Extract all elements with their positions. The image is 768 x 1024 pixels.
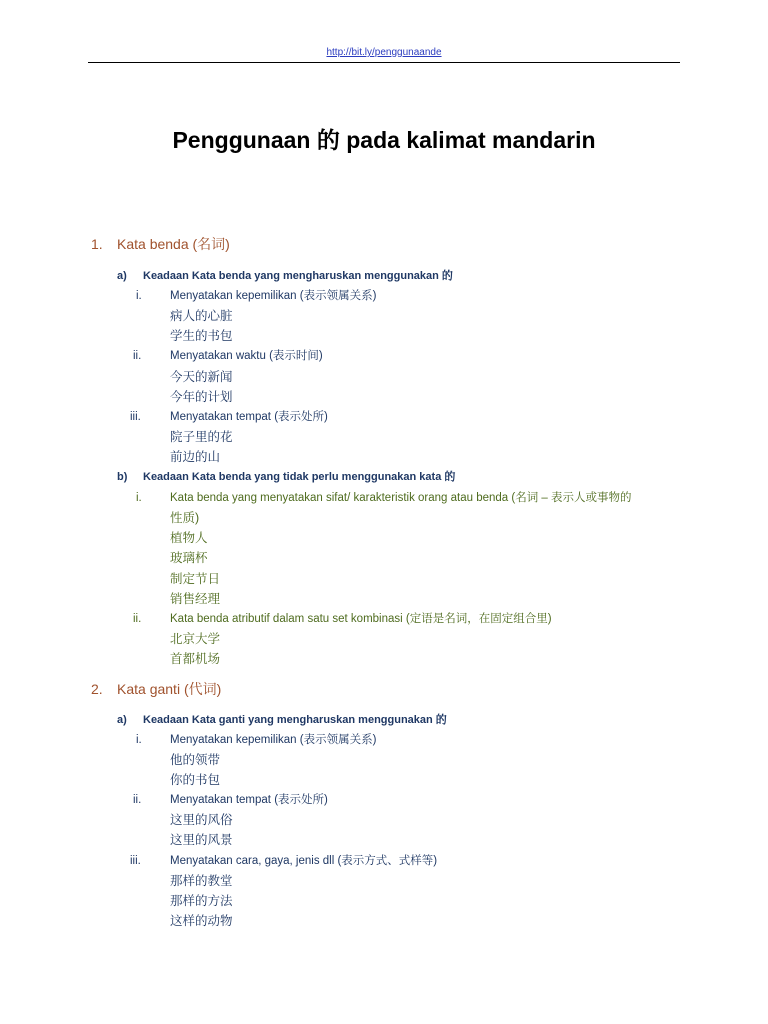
item-marker: ii. xyxy=(133,794,142,806)
example: 他的领带 xyxy=(170,753,221,767)
example: 学生的书包 xyxy=(170,329,233,343)
subsection-heading: Keadaan Kata ganti yang mengharuskan menggunakan 的 xyxy=(143,714,447,726)
item-text: Menyatakan tempat (表示处所) xyxy=(170,794,328,806)
example: 玻璃杯 xyxy=(170,551,208,565)
item-text: Menyatakan waktu (表示时间) xyxy=(170,350,323,362)
example: 首都机场 xyxy=(170,652,221,666)
example: 北京大学 xyxy=(170,632,221,646)
subsection-heading: Keadaan Kata benda yang mengharuskan menggunakan 的 xyxy=(143,270,453,282)
item-marker: i. xyxy=(136,492,142,504)
example: 那样的教堂 xyxy=(170,874,233,888)
section-heading: Kata ganti (代词) xyxy=(117,681,222,697)
item-text-continued: 性质) xyxy=(170,511,200,525)
example: 院子里的花 xyxy=(170,430,233,444)
item-text: Menyatakan kepemilikan (表示领属关系) xyxy=(170,734,377,746)
example: 制定节日 xyxy=(170,572,221,586)
section-number: 1. xyxy=(91,236,103,252)
subsection-marker: a) xyxy=(117,270,127,282)
example: 销售经理 xyxy=(170,592,221,606)
item-text: Kata benda yang menyatakan sifat/ karakteristik orang atau benda (名词 – 表示人或事物的 xyxy=(170,492,632,504)
item-text: Kata benda atributif dalam satu set kombinasi (定语是名词，在固定组合里) xyxy=(170,613,552,625)
example: 你的书包 xyxy=(170,773,221,787)
example: 这里的风俗 xyxy=(170,813,233,827)
item-text: Menyatakan cara, gaya, jenis dll (表示方式、式样等) xyxy=(170,855,438,867)
example: 前边的山 xyxy=(170,450,221,464)
item-marker: iii. xyxy=(130,411,141,423)
example: 这里的风景 xyxy=(170,833,233,847)
header-link[interactable]: http://bit.ly/penggunaande xyxy=(326,47,442,58)
subsection-marker: a) xyxy=(117,714,127,726)
section-heading: Kata benda (名词) xyxy=(117,236,230,252)
item-marker: ii. xyxy=(133,350,142,362)
item-text: Menyatakan kepemilikan (表示领属关系) xyxy=(170,290,377,302)
example: 这样的动物 xyxy=(170,914,233,928)
example: 那样的方法 xyxy=(170,894,233,908)
item-marker: ii. xyxy=(133,613,142,625)
item-marker: i. xyxy=(136,290,142,302)
subsection-heading: Keadaan Kata benda yang tidak perlu menggunakan kata 的 xyxy=(143,471,456,483)
section-number: 2. xyxy=(91,681,103,697)
example: 植物人 xyxy=(170,531,208,545)
subsection-marker: b) xyxy=(117,471,128,483)
item-marker: iii. xyxy=(130,855,141,867)
page-title: Penggunaan 的 pada kalimat mandarin xyxy=(172,127,596,153)
example: 病人的心脏 xyxy=(170,309,233,323)
example: 今天的新闻 xyxy=(170,370,233,384)
item-text: Menyatakan tempat (表示处所) xyxy=(170,411,328,423)
item-marker: i. xyxy=(136,734,142,746)
example: 今年的计划 xyxy=(170,390,233,404)
header-divider xyxy=(88,62,680,63)
